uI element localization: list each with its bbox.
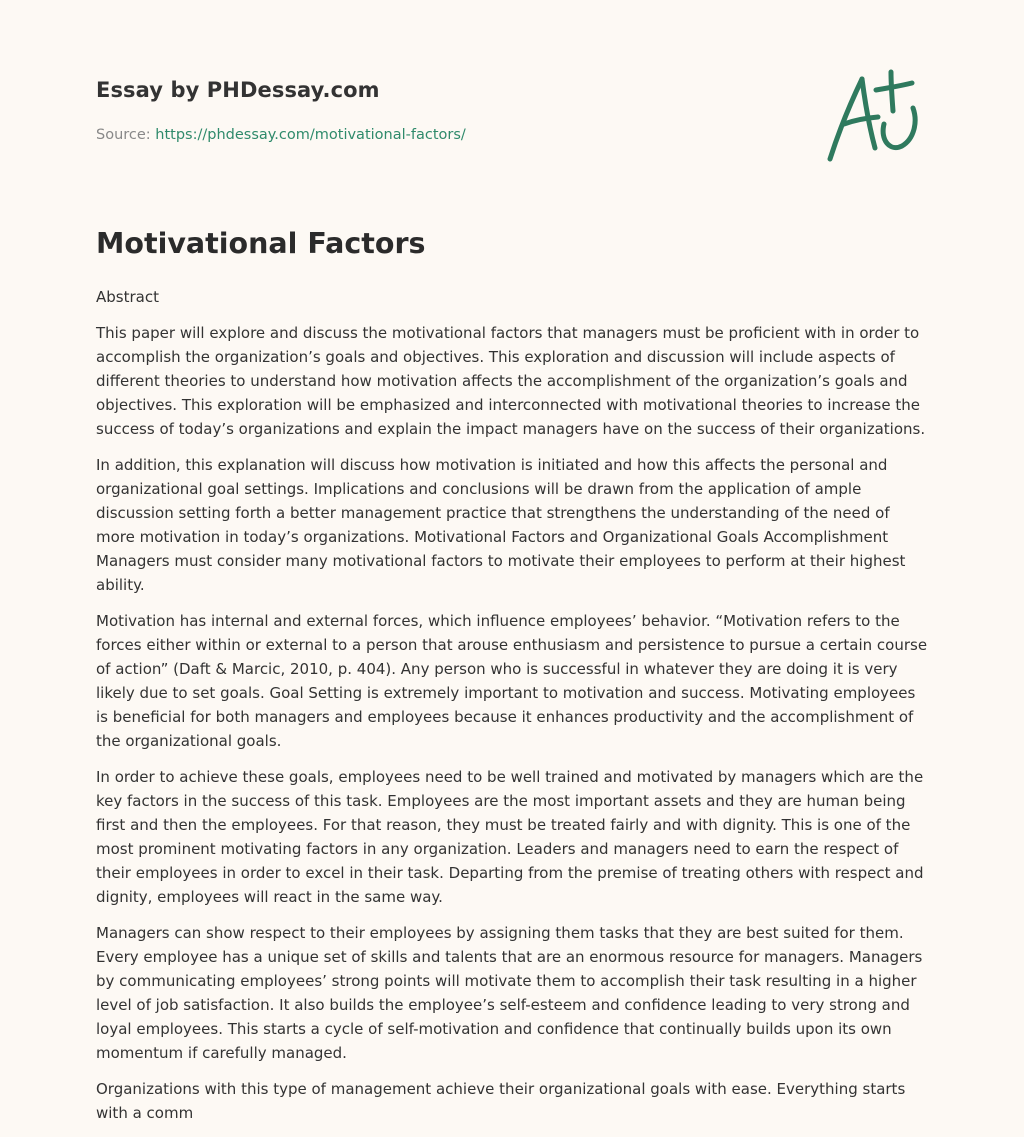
site-title: Essay by PHDessay.com	[96, 78, 380, 102]
page-header	[96, 74, 796, 145]
source-link[interactable]: https://phdessay.com/motivational-factors/	[155, 127, 466, 143]
essay-paragraph: Motivation has internal and external forces, which influence employees’ behavior. “Motivation refers to the forces either within or external to a person that arouse enthusiasm and persistence to pursue a certain course of action” (Daft & Marcic, 2010, p. 404). Any person who is successful in whatever they are doing it is very likely due to set goals. Goal Setting is extremely important to motivation and success. Motivating employees is beneficial for both managers and employees because it enhances productivity and the accomplishment of the organizational goals.	[96, 612, 928, 750]
a-plus-logo-svg	[820, 66, 930, 166]
a-plus-grade-logo-icon	[820, 66, 930, 166]
essay-paragraph: In addition, this explanation will discuss how motivation is initiated and how this affects the personal and organizational goal settings. Implications and conclusions will be drawn from the application of ample discussion setting forth a better management practice that strengthens the understanding of the need of more motivation in today’s organizations. Motivational Factors and Organizational Goals Accomplishment Managers must consider many motivational factors to motivate their employees to perform at their highest ability.	[96, 456, 906, 594]
essay-paragraph-truncated: Organizations with this type of management achieve their organizational goals with ease. Everything starts with a comm	[96, 1080, 906, 1122]
essay-paragraph: In order to achieve these goals, employees need to be well trained and motivated by managers which are the key factors in the success of this task. Employees are the most important assets and they are human being first and then the employees. For that reason, they must be treated fairly and with dignity. This is one of the most prominent motivating factors in any organization. Leaders and managers need to earn the respect of their employees in order to excel in their task. Departing from the premise of treating others with respect and dignity, employees will react in the same way.	[96, 768, 924, 906]
essay-title: Motivational Factors	[96, 227, 426, 260]
source-label: Source:	[96, 127, 156, 143]
essay-paragraph: This paper will explore and discuss the motivational factors that managers must be proficient with in order to accomplish the organization’s goals and objectives. This exploration and discussion will include aspects of different theories to understand how motivation affects the accomplishment of the organization’s goals and objectives. This exploration will be emphasized and interconnected with motivational theories to increase the success of today’s organizations and explain the impact managers have on the success of their organizations.	[96, 324, 926, 438]
source-line	[96, 125, 796, 145]
essay-body	[96, 285, 930, 1137]
abstract-label: Abstract	[96, 288, 159, 306]
essay-paragraph: Managers can show respect to their employees by assigning them tasks that they are best suited for them. Every employee has a unique set of skills and talents that are an enormous resource for managers. Managers by communicating employees’ strong points will motivate them to accomplish their task resulting in a higher level of job satisfaction. It also builds the employee’s self-esteem and confidence leading to very strong and loyal employees. This starts a cycle of self-motivation and confidence that continually builds upon its own momentum if carefully managed.	[96, 924, 923, 1062]
